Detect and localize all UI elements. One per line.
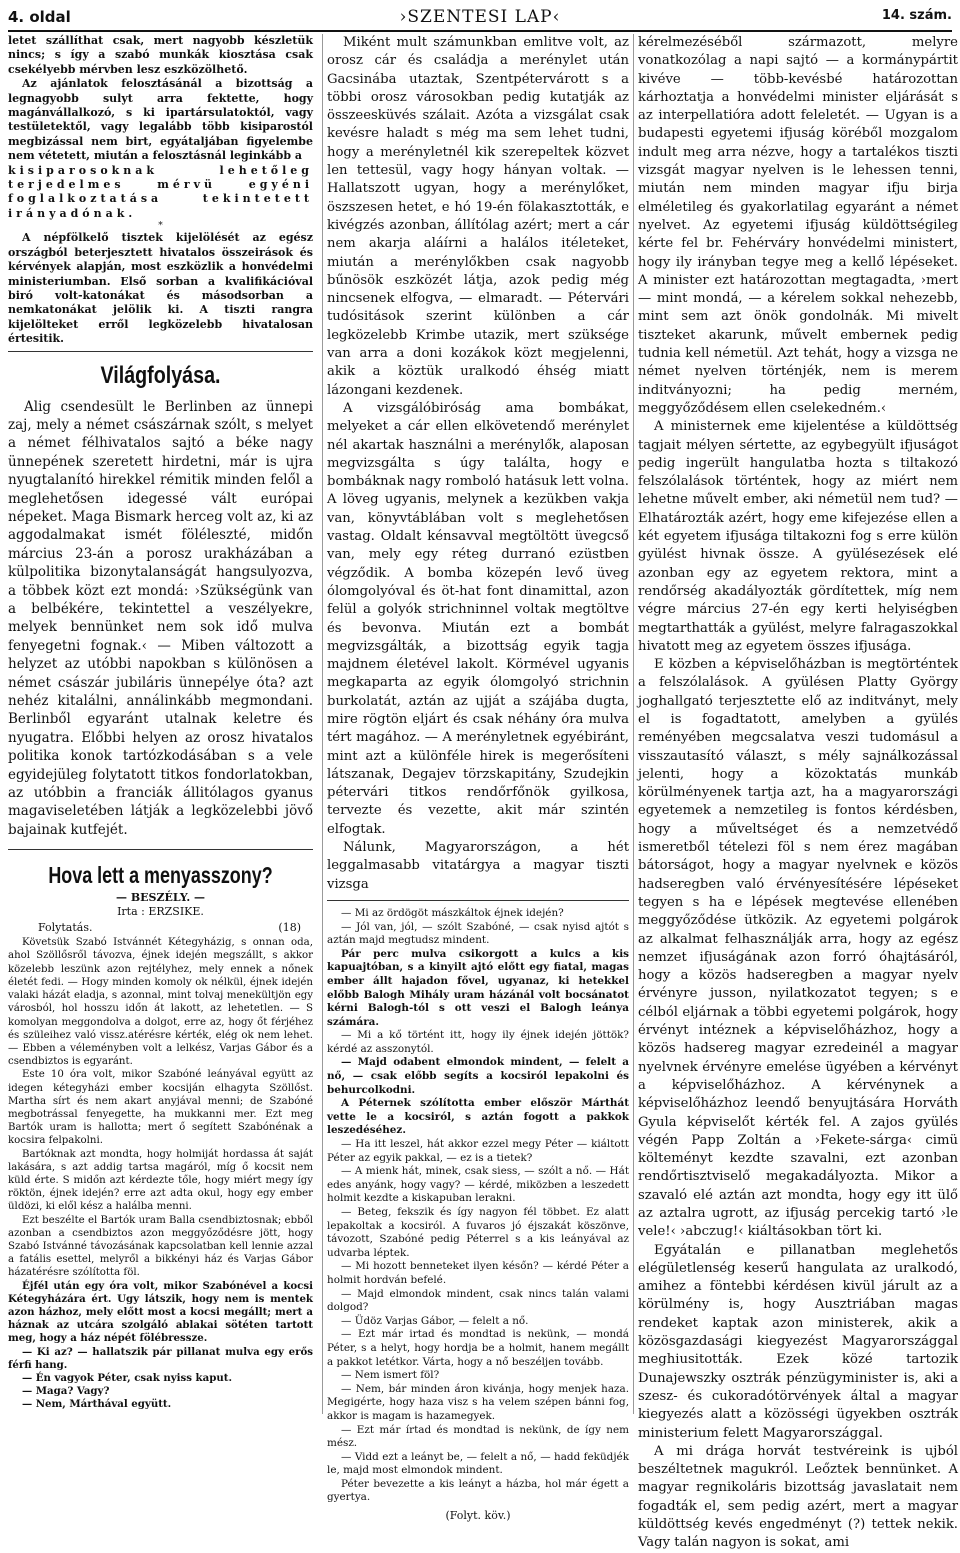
story-paragraph: — Mi a kő történt itt, hogy ily éjnek idején jöttök? kérdé az asszonytól. <box>327 1029 629 1055</box>
article-text: A mi drága horvát testvéreink is ujból beszéltetnek magukról. Leőztek bennünket. A magyar regnikoláris bizottság javaslatait nem fogadták el, sem pedig azért, mert a magyar küldöttség kevés engedményt (?) tettek nekik. Vagy talán nagyon is sokat, ami <box>638 1443 958 1551</box>
section-heading: Világfolyása. <box>100 361 221 389</box>
installment-number: (18) <box>278 921 301 935</box>
article-text: Alig csendesült le Berlinben az ünnepi zaj, mely a német császárnak szólt, s melyet a német félhivatalos sajtó a béke nagy ünnepének szeretett hirdetni, már is ujra nyugtalanító hirekkel rémitik minden felől a meglehetősen idegessé vált európai népeket. Maga Bismark herceg volt az, ki az aggodalmakat ismét föléleszté, midőn március 23-án a porosz urakházában a külpolitika bizonytalanságát hangsulyozva, a többek közt ezt mondá: ›Szükségünk van a belbékére, tekintettel a veszélyekre, melyek bennünket nem sok idő mulva fenyegetni fognak.‹ — Miben változott a helyzet az utóbbi napokban s különösen a német császár jubiláris ünnepélye óta? azt nehéz kitalálni, annálinkább megmondani. Berlinből egyaránt utalnak keletre és nyugatra. Előbbi helyen az orosz hivatalos politika konok tartózkodásában s a vele egyidejüleg folytatott titkos fondorlatokban, az utóbbin a franciák állitólagos gyanus magaviseletében látják a legközelebbi jövő bajainak kutfejét. <box>8 398 313 838</box>
story-paragraph: — Ezt már írtad és mondtad is nekünk, de így nem mész. <box>327 1423 629 1450</box>
newspaper-title: ›SZENTESI LAP‹ <box>399 7 561 27</box>
story-paragraph: — Majd elmondok mindent, csak nincs talán valami dolgod? <box>327 1287 629 1314</box>
continued-label: Folytatás. <box>38 921 93 935</box>
separator-star: * <box>158 221 163 232</box>
story-paragraph: — Maga? Vagy? <box>22 1385 110 1398</box>
column-2 <box>322 34 629 1523</box>
story-paragraph: Este 10 óra volt, mikor Szabóné leányával együtt az idegen kétegyházi ember kocsiján elhagyta Szöllőst. Martha sírt és nem akart anyjával menni; de Szabóné megbotrással fenyegette, ha mukkanni mer. Ezt meg Bartók uram is hallotta; mert ő segített Szabónénak a kocsira felpakolni. <box>8 1069 313 1147</box>
article-text: Miként mult számunkban emlitve volt, az orosz cár és családja a merénylet után Gacsinába utaztak, Szentpétervárott s a többi orosz városokban pedig kutatják az összeesküvés szálait. Azóta a vizsgálat csak kevésre haladt s még ma sem lehet tudni, hogy a merényletnél kik szerepeltek közvet len tettesül, vagy hogy hányan voltak. — Hallatszott ugyan, hogy a merénylőket, öszszesen hetet, e hó 19-én fölakasztották, e kivégzés azonban, állítólag azért; mert a cár nem akarja aláírni a halálos itéleteket, miután a merénylőkben csak nagyobb bűnösök eszközét látja, azok pedig még nincsenek elfogva, — elmaradt. — Pétervári tudósitások szerint különben a cár legközelebb Krimbe utazik, mert szüksége van arra a doni kozákok közt megjelenni, akik a köztük uralkodó éhség miatt lázongani kezdenek. <box>327 35 629 398</box>
to-be-continued: (Folyt. köv.) <box>445 1509 511 1523</box>
divider <box>8 849 313 850</box>
article-text: A vizsgálóbiróság ama bombákat, melyeket a cár ellen elkövetendő merénylet nél akartak használni a merénylők, alaposan megvizsgálta s úgy találta, hogy e bombáknak nagy romboló hatásuk lett volna. A löveg ugyanis, melynek a kezükben vakja van, könyvtáblában volt s meglehetősen vastag. Oldalt kénsavval megtöltött üvegcső van, mely egy réteg durranó ezüstben végződik. A bomba közepén levő üveg ólomgolyóval és öt-hat font dinamittal, azon felül a golyók strichninnel voltak megtöltve és bevonva. Miután ezt a bombát megvizsgálták, a bizottság egyik tagja majdnem életével lakolt. Körmével ugyanis megkaparta az egyik ólomgolyó strichnin burkolatát, aztán az ujját a szájába dugta, mire rögtön eljárt és csak néhány óra mulva tért magához. — A merényletnek egyébiránt, mint azt a különféle hirek is megerősíteni látszanak, Degajev törzskapitány, Szudejkin pétervári titkos rendőrfőnök gyilkosa, tervezte és vezette, akit már szintén elfogtak. <box>327 400 629 837</box>
story-paragraph: A Péternek szólította ember először Márthát vette le a kocsiról, s aztán fogott a pakkok leszedéséhez. <box>327 1097 629 1137</box>
article-text: Egyátalán e pillanatban meglehetős elégületlenség keserű hangulata az uralkodó, amihez a föntebbi kérdésen kivül járult az a körülmény is, hogy Ausztriában magas rendeket kaptak azon ministerek, akik a közösgazdasági kiegyezést Magyarországgal meghiusitották. Ezek közé tartozik Dunajewszky osztrák pénzügyminister is, aki a szesz- és cukoradótörvények által a magyar kiegyezés alatt a közösségi ügyekben osztrák ministerium felett Magyarországgal. <box>638 1242 958 1441</box>
notice-paragraph: letet szállíthat csak, mert nagyobb készletük nincs; s így a szabó munkák kiosztása csak csekélyebb mérvben lesz eszközölhető. <box>8 34 313 76</box>
article-text: kérelmezéséből származott, melyre vonatkozólag a napi sajtó — a kormánypártit kivéve — több-kevésbé határozottan kárhoztatja a honvédelmi minister eljárását s az interpellatióra adott feleletét. — Ugyan is a budapesti egyetemi ifjuság köréből mozgalom indult meg arra nézve, hogy a tartalékos tiszti vizsgát magyar nyelven is le lehessen tenni, miután nem minden magyar ifju birja elméletileg és gyakorlatilag egyaránt a német nyelvet. Az egyetemi ifjuság küldöttségileg kérte fel br. Fehérváry honvédelmi ministert, hogy ily irányban tegye meg a kellő lépéseket. A minister ezt határozottan megtagadta, ›mert — mint mondá, — a kérelem sokkal nehezebb, mint sem azt önök gondolnák. Mi mivelt tiszteket akarunk, művelt embernek pedig tudnia kell németül. Azt tehát, hogy a vizsga ne német nyelven történjék, nem is merem inditványozni; ha pedig merném, meggyőződésem ellen cselekedném.‹ <box>638 35 958 416</box>
story-kind: — BESZÉLY. — <box>116 891 205 905</box>
story-paragraph: — Majd odabent elmondok mindent, — felelt a nő, — csak előbb segíts a kocsiról lepakolni és behurcolkodni. <box>327 1056 629 1096</box>
column-1 <box>8 34 313 1414</box>
story-paragraph: — Üdöz Varjas Gábor, — felelt a nő. <box>341 1314 529 1327</box>
story-continuation <box>38 921 301 934</box>
column-3 <box>633 34 958 1551</box>
story-paragraph: Bartóknak azt mondta, hogy holmiját hordassa át saját lakására, s azt addig tartsa magáról, míg ő kocsit nem küld érte. S midőn azt kérdezte tőle, hogy miért megy így röktön, éjnek idején? erre azt adta okul, hogy egy ember üldözi, ki elől kész a halálba menni. <box>8 1148 313 1213</box>
notice-spaced-text: kisiparosoknak lehetőleg terjedelmes mérvü egyéni foglalkoztatása tekintetett irányadónak. <box>8 163 313 220</box>
notice-paragraph: A népfölkelő tisztek kijelölését az egész országból beterjesztett hivatalos összeirások és kérvények alapján, most eszközlik a honvédelmi ministeriumban. Első sorban a kvalifikációval biró volt-katonákat és másodsorban a nemkatonákat jelölik ki. A tiszti rangra kijelölteket erről legközelebb hivatalosan értesitik. <box>8 231 313 346</box>
story-paragraph: — Jól van, jól, — szólt Szabóné, — csak nyisd ajtót s aztán majd megtudsz mindent. <box>327 920 629 947</box>
notice-paragraph: Az ajánlatok felosztásánál a bizottság a legnagyobb sulyt arra fektette, hogy magánvállalkozó, s ki ipartársulatoktól, vagy testületektől, vagy legalább több kisiparostól megbizással nem birt, egyátaljában figyelembe nem vétetett, miután a felosztásnál leginkább a <box>8 77 313 163</box>
story-paragraph: — Beteg, fekszik és így nagyon fél többet. Ez alatt lepakoltak a kocsiról. A fuvaros jó éjszakát köszönve, távozott, Szabóné pedig Péterrel s a kis leányával az udvarba léptek. <box>327 1206 629 1259</box>
divider <box>8 351 313 352</box>
story-title: Hova lett a menyasszony? <box>48 862 273 889</box>
story-paragraph: — Vidd ezt a leányt be, — felelt a nő, — hadd feküdjék le, majd most elmondok mindent. <box>327 1450 629 1477</box>
page-number: 4. oldal <box>8 8 71 26</box>
story-paragraph: Pár perc mulva csikorgott a kulcs a kis kapuajtóban, s a kinyilt ajtó előtt egy fiatal, magas ember állt hajadon fővel, ugyanaz, ki hetekkel előbb Balogh Mihály uram házánál volt bocsánatot kérni Balogh-tól s ott veszi el Balogh leánya számára. <box>327 947 629 1028</box>
story-paragraph: — Mi hozott benneteket ilyen későn? — kérdé Péter a holmit hordván befelé. <box>327 1260 629 1286</box>
story-paragraph: — Én vagyok Péter, csak nyiss kaput. <box>22 1371 232 1384</box>
story-paragraph: — Mi az ördögöt mászkáltok éjnek idején? <box>341 906 564 919</box>
page-header <box>8 4 952 32</box>
story-paragraph: — Ezt már irtad és mondtad is nekünk, — mondá Péter, s a helyt, hogy hordja be a holmit, hanem megállt a pakkot letétkor. Várta, hogy a nő beszéljen tovább. <box>327 1328 629 1368</box>
story-paragraph: Követsük Szabó Istvánnét Kétegyházig, s onnan oda, ahol Szöllősről távozva, éjnek idején megszállt, s akkor közelebb leszünk azon rejtélyhez, mely ennek a nőnek életét fedi. — Hogy minden komoly ok nélkül, éjnek idején valaki házát eladja, s azonnal, mint tolvaj menekültjön egy városból, hol hosszu időn át lakott, az lehetetlen. — S komolyan meggondolva a dolgot, erre az, hogy őt férjéhez és szüleihez való vissz.atérésre kérték, elég ok nem lehet. — Ebben a véleményben volt a lelkész, Varjas Gábor és a csendbiztos is egyaránt. <box>8 937 313 1068</box>
article-text: Nálunk, Magyarországon, a hét leggalmasabb vitatárgya a magyar tiszti vizsga <box>327 840 629 892</box>
article-text: A ministernek eme kijelentése a küldöttség tagjait mélyen sértette, az egybegyült ifjuságot pedig ingerült hangulatba hozta s tiltakozó felszólalások történtek, hogy az miért nem lehetne művelt ember, aki németül nem tud? — Elhatározták azért, hogy eme kifejezése ellen a két egyetem ifjusága tiltakozni fog s erre külön gyülést hivnak össze. A gyülésezések elé azonban egy az egyetem rektora, mint a rendőrség akadályozták gördítettek, míg nem végre március 27-én egy kerti helyiségben megtarthatták a gyülést, melyre falragaszokkal hivatott meg az egyetem összes ifjusága. <box>638 419 958 654</box>
story-paragraph: — Ha itt leszel, hát akkor ezzel megy Péter — kiáltott Péter az egyik pakkal, — ez is a tietek? <box>327 1138 629 1164</box>
story-paragraph: Péter bevezette a kis leányt a házba, hol már égett a gyertya. <box>327 1477 629 1504</box>
story-paragraph: — A mienk hát, minek, csak siess, — szólt a nő. — Hát edes anyánk, hogy vagy? — kérdé, miközben a leszedett holmit kezdte a kiskapuban lerakni. <box>327 1165 629 1205</box>
story-paragraph: — Nem, Márthával együtt. <box>22 1398 172 1411</box>
story-author: Irta : ERZSIKE. <box>117 905 204 919</box>
story-paragraph: Ezt beszélte el Bartók uram Balla csendbiztosnak; ebből azonban a csendbiztos azon meggyőződésre jött, hogy Szabó Istvánné távozásának kapcsolatban kell lennie azzal a fatális esettel, melyről a bikkényi ház és Varjas Gábor házatérésre szólította föl. <box>8 1214 313 1279</box>
divider <box>327 900 629 901</box>
issue-number: 14. szám. <box>881 8 952 23</box>
story-paragraph: — Ki az? — hallatszik pár pillanat mulva egy erős férfi hang. <box>8 1345 313 1371</box>
story-paragraph: — Nem, bár minden áron kivánja, hogy menjek haza. Megigérte, hogy haza visz s ha velem szépen bánni fog, akkor is magam is hazamegyek. <box>327 1382 629 1422</box>
story-paragraph: — Nem ismert föl? <box>341 1369 440 1382</box>
story-paragraph: Éjfél után egy óra volt, mikor Szabónével a kocsi Kétegyházára ért. Ugy látszik, hogy nem is mentek azon házhoz, mely előtt most a kocsi megállt; mert a háznak az utcára szolgáló ablakai sötéten tartott meg, hogy a ház népét fölébressze. <box>8 1279 313 1345</box>
article-text: E közben a képviselőházban is megtörténtek a felszólalások. A gyülésen Platty György joghallgató terjesztette elő az inditványt, mely el is fogadtatott, amelyben a gyülés reményében megcsalatva veszi tudomásul a visszautasító választ, s mély sajnálkozással jelenti, hogy a közoktatás munkáb körülményenek tartja azt, ha a magyarországi egyetemek a nemzetileg is fontos kérdésben, hogy a műveltséget és a nemzetvédő ismeretből tételezi föl s nem érez magában bátorságot, hogy a magyar nyelvnek e közös hadseregben való érvényesítésére lépéseket tegyen s ha e lépések megtevése ellenében meggyőződése ütközik. Az egyetemi polgárok az alkalmat felhasználják arra, hogy az egész nemzet ifjuságának azon forró óhajtásáról, hogy a közös hadseregben a magyar nyelv érvényre jusson, nyilatkozatot tegyen; s e célból eljárnak a többi egyetemi polgárok, hogy érvényt intéznek a képviselőházhoz, hogy a közös hadsereg magyar ezredeinél a magyar nyelvnek érvényre emelése ügyében a kérvényt a képviselőházhoz. A kérvénynek a képviselőházhoz leendő benyujtására Horváth Gyula képviselőt kérték fel. A zajos gyülés végén Papp Zoltán a ›Fekete-sárga‹ cimü költeményt kezdte szavalni, ezt azonban rendőrtisztviselő megakadályozta. Mikor a szavaló elé aztán azt mondta, hogy egy itt ülő az aztalra ugrott, az ifjuság percekig tartó ›le vele!‹ ›abczug!‹ kiáltásokban tört ki. <box>638 657 958 1240</box>
